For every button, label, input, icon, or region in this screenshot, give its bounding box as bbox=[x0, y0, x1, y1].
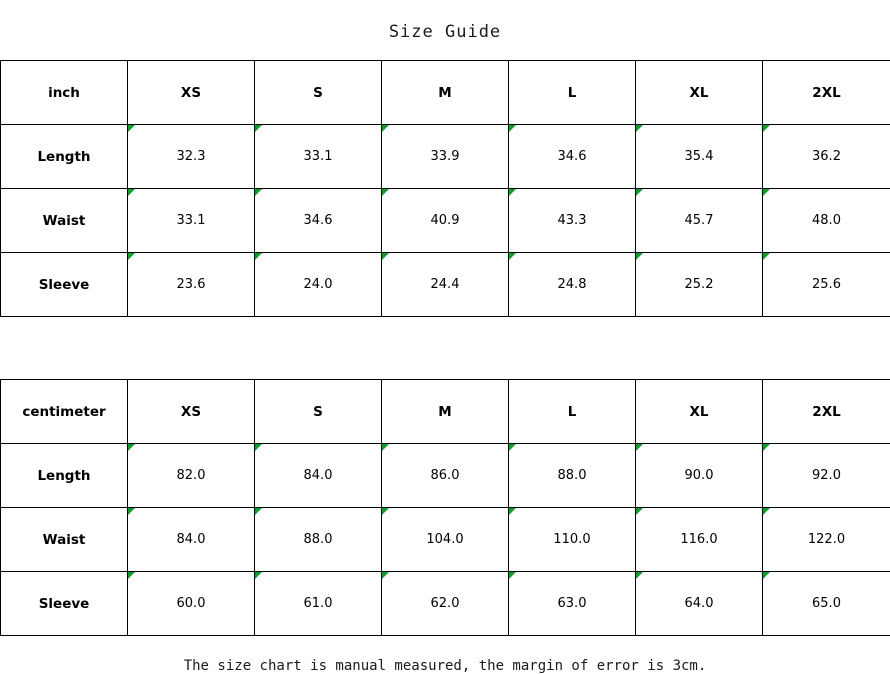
cell-length-xs: 32.3 bbox=[128, 125, 255, 189]
cell-waist-m: 104.0 bbox=[382, 508, 509, 572]
table-separator bbox=[0, 317, 890, 379]
size-head-s: S bbox=[255, 380, 382, 444]
size-table-inch bbox=[0, 60, 890, 317]
cell-sleeve-m: 24.4 bbox=[382, 253, 509, 317]
cell-sleeve-xs: 60.0 bbox=[128, 572, 255, 636]
row-label-sleeve: Sleeve bbox=[1, 572, 128, 636]
size-head-l: L bbox=[509, 61, 636, 125]
size-table-centimeter bbox=[0, 379, 890, 636]
table-header-row bbox=[1, 61, 890, 125]
table-header-row bbox=[1, 380, 890, 444]
size-head-xs: XS bbox=[128, 380, 255, 444]
unit-label-centimeter: centimeter bbox=[1, 380, 128, 444]
cell-waist-xs: 84.0 bbox=[128, 508, 255, 572]
cell-length-s: 84.0 bbox=[255, 444, 382, 508]
size-head-xs: XS bbox=[128, 61, 255, 125]
size-head-m: M bbox=[382, 380, 509, 444]
cell-waist-l: 110.0 bbox=[509, 508, 636, 572]
cell-waist-s: 34.6 bbox=[255, 189, 382, 253]
cell-length-m: 33.9 bbox=[382, 125, 509, 189]
page-title: Size Guide bbox=[0, 0, 890, 60]
cell-waist-xl: 116.0 bbox=[636, 508, 763, 572]
cell-length-xl: 90.0 bbox=[636, 444, 763, 508]
cell-waist-s: 88.0 bbox=[255, 508, 382, 572]
cell-sleeve-l: 24.8 bbox=[509, 253, 636, 317]
table-row bbox=[1, 253, 890, 317]
cell-sleeve-s: 24.0 bbox=[255, 253, 382, 317]
cell-sleeve-xs: 23.6 bbox=[128, 253, 255, 317]
cell-sleeve-xl: 25.2 bbox=[636, 253, 763, 317]
size-head-xl: XL bbox=[636, 61, 763, 125]
table-row bbox=[1, 508, 890, 572]
cell-waist-l: 43.3 bbox=[509, 189, 636, 253]
row-label-length: Length bbox=[1, 444, 128, 508]
cell-length-l: 88.0 bbox=[509, 444, 636, 508]
cell-waist-2xl: 48.0 bbox=[763, 189, 890, 253]
cell-length-xs: 82.0 bbox=[128, 444, 255, 508]
cell-waist-xl: 45.7 bbox=[636, 189, 763, 253]
cell-sleeve-s: 61.0 bbox=[255, 572, 382, 636]
size-head-2xl: 2XL bbox=[763, 61, 890, 125]
size-head-s: S bbox=[255, 61, 382, 125]
table-row bbox=[1, 572, 890, 636]
cell-sleeve-xl: 64.0 bbox=[636, 572, 763, 636]
cell-sleeve-2xl: 65.0 bbox=[763, 572, 890, 636]
cell-length-xl: 35.4 bbox=[636, 125, 763, 189]
unit-label-inch: inch bbox=[1, 61, 128, 125]
cell-length-m: 86.0 bbox=[382, 444, 509, 508]
cell-length-l: 34.6 bbox=[509, 125, 636, 189]
cell-sleeve-2xl: 25.6 bbox=[763, 253, 890, 317]
cell-waist-2xl: 122.0 bbox=[763, 508, 890, 572]
cell-waist-m: 40.9 bbox=[382, 189, 509, 253]
cell-sleeve-l: 63.0 bbox=[509, 572, 636, 636]
cell-length-2xl: 92.0 bbox=[763, 444, 890, 508]
row-label-length: Length bbox=[1, 125, 128, 189]
size-head-xl: XL bbox=[636, 380, 763, 444]
cell-waist-xs: 33.1 bbox=[128, 189, 255, 253]
row-label-sleeve: Sleeve bbox=[1, 253, 128, 317]
table-row bbox=[1, 189, 890, 253]
cell-length-s: 33.1 bbox=[255, 125, 382, 189]
size-head-m: M bbox=[382, 61, 509, 125]
size-head-2xl: 2XL bbox=[763, 380, 890, 444]
size-head-l: L bbox=[509, 380, 636, 444]
cell-length-2xl: 36.2 bbox=[763, 125, 890, 189]
measurement-note: The size chart is manual measured, the margin of error is 3cm. bbox=[0, 636, 890, 674]
row-label-waist: Waist bbox=[1, 189, 128, 253]
table-row bbox=[1, 125, 890, 189]
cell-sleeve-m: 62.0 bbox=[382, 572, 509, 636]
row-label-waist: Waist bbox=[1, 508, 128, 572]
table-row bbox=[1, 444, 890, 508]
